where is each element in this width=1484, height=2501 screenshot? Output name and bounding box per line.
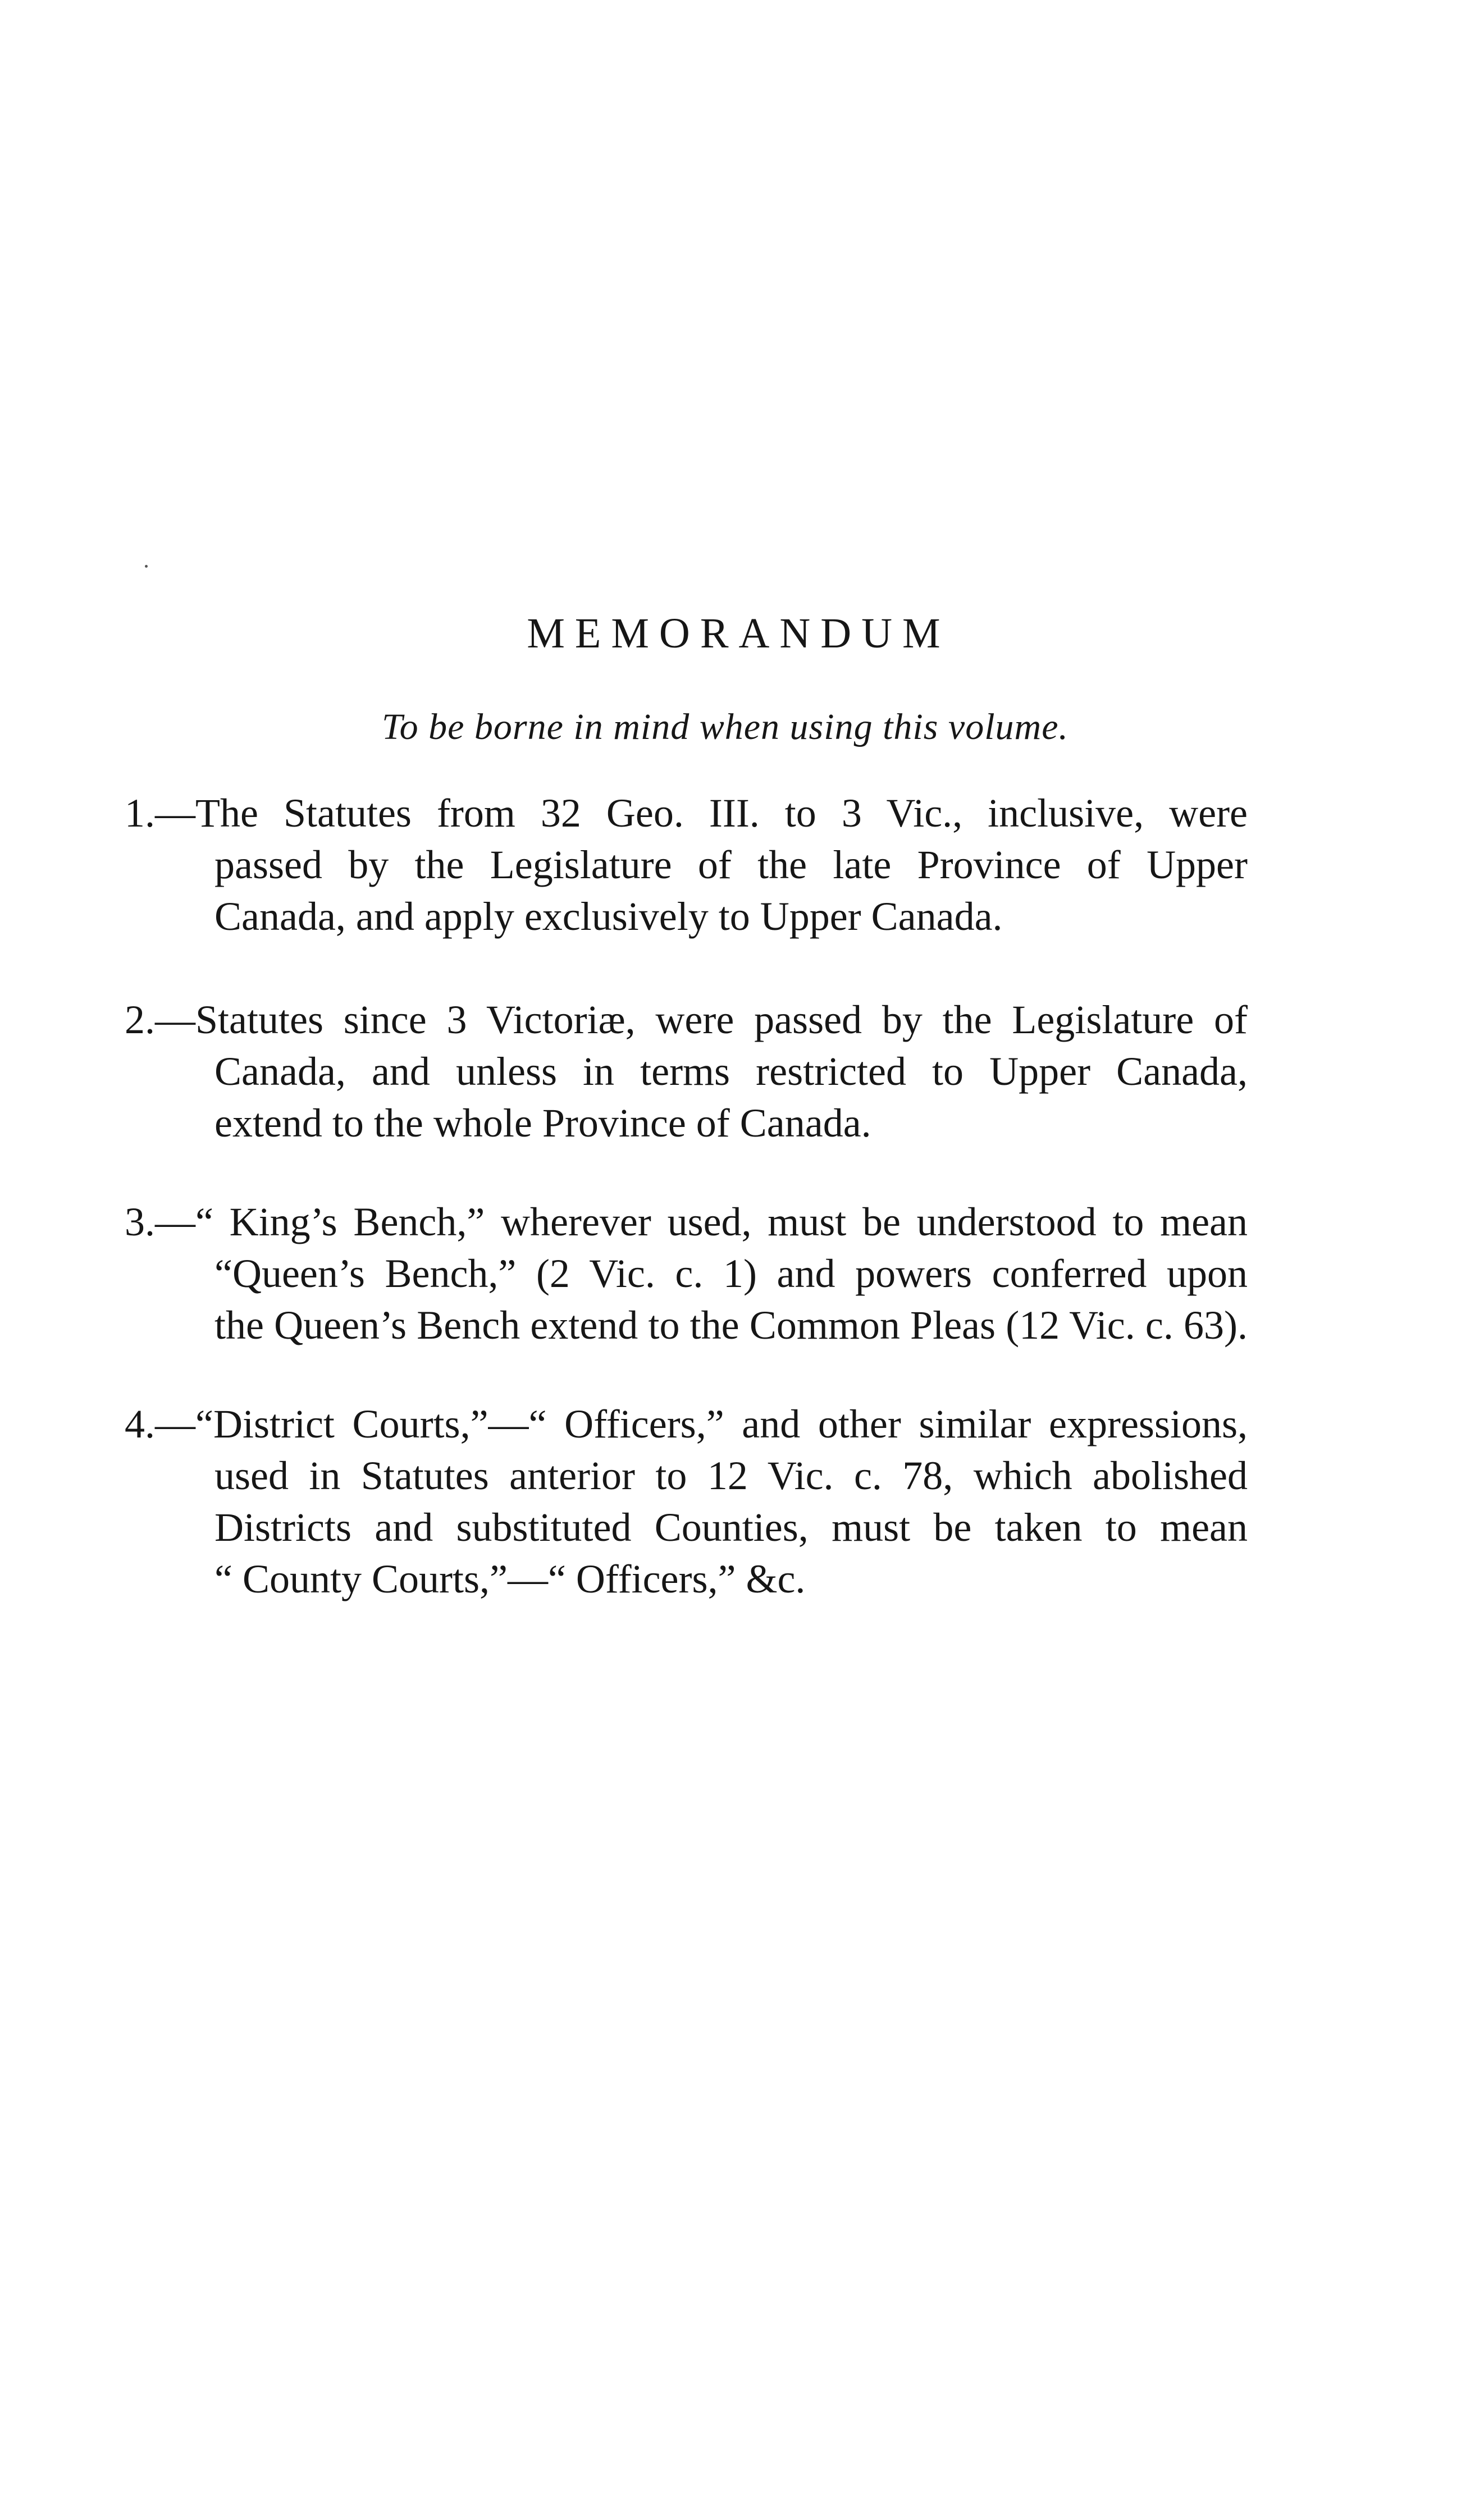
item-line: the Queen’s Bench extend to the Common Pleas (12 Vic. c. 63).: [214, 1303, 1248, 1348]
item-line: “ County Courts,”—“ Officers,” &c.: [214, 1557, 806, 1601]
item-line: 1.—The Statutes from 32 Geo. III. to 3 Vic., inclusive, were: [125, 791, 1248, 836]
page-speck: [145, 565, 148, 568]
item-line: Canada, and unless in terms restricted to Upper Canada,: [214, 1049, 1248, 1094]
item-line: used in Statutes anterior to 12 Vic. c. 78, which abolished: [214, 1453, 1248, 1498]
item-line: passed by the Legislature of the late Province of Upper: [214, 842, 1248, 887]
item-line: 3.—“ King’s Bench,” wherever used, must be understood to mean: [125, 1199, 1248, 1244]
item-line: extend to the whole Province of Canada.: [214, 1101, 871, 1145]
memorandum-item-3: [125, 1196, 1248, 1351]
memorandum-item-1: [125, 787, 1248, 942]
item-line: 2.—Statutes since 3 Victoriæ, were passed by the Legislature of: [125, 997, 1248, 1042]
item-line: Canada, and apply exclusively to Upper Canada.: [214, 894, 1003, 939]
page-title: MEMORANDUM: [527, 610, 951, 657]
item-line: “Queen’s Bench,” (2 Vic. c. 1) and powers conferred upon: [214, 1251, 1248, 1296]
item-line: 4.—“District Courts,”—“ Officers,” and other similar expressions,: [125, 1402, 1248, 1446]
memorandum-item-2: [125, 994, 1248, 1149]
memorandum-item-4: [125, 1398, 1248, 1605]
page-subtitle: To be borne in mind when using this volume.: [381, 706, 1069, 747]
item-line: Districts and substituted Counties, must be taken to mean: [214, 1505, 1248, 1550]
